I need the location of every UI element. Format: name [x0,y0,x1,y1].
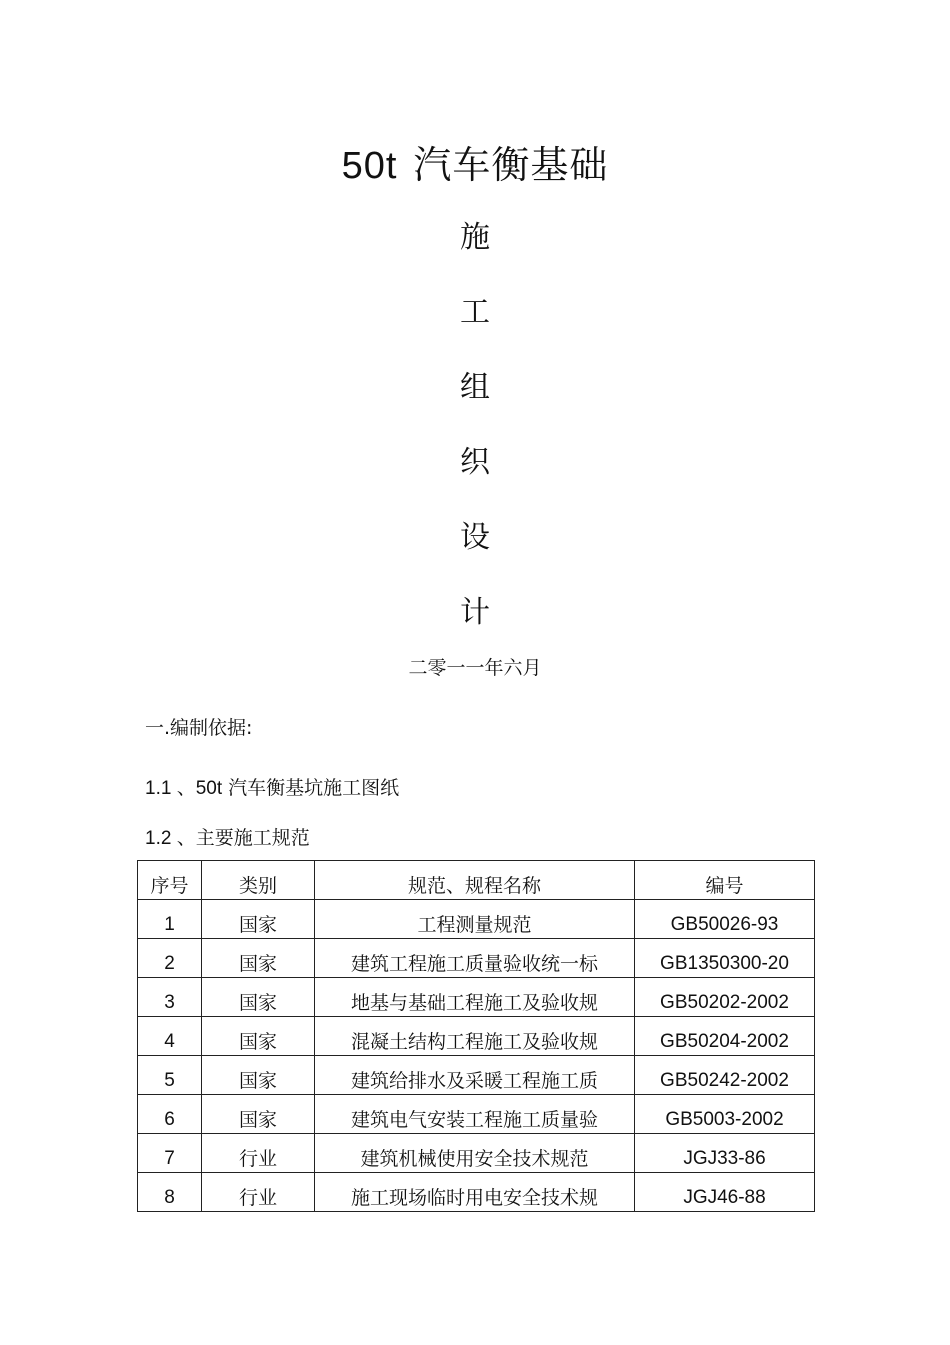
table-row [138,978,815,1017]
row-code: GB50026-93 [635,900,815,939]
row-name: 施工现场临时用电安全技术规 [315,1173,635,1212]
table-row [138,939,815,978]
header-index: 序号 [138,861,202,900]
basis-item-1-number: 1.1 、50t [145,778,223,799]
standards-table [137,860,815,1212]
row-name: 建筑电气安装工程施工质量验 [315,1095,635,1134]
row-category: 国家 [202,1095,315,1134]
row-code: GB50202-2002 [635,978,815,1017]
basis-item-1-text: 汽车衡基坑施工图纸 [228,777,400,799]
row-code: JGJ46-88 [635,1173,815,1212]
row-name: 工程测量规范 [315,900,635,939]
row-category: 国家 [202,900,315,939]
row-index: 6 [138,1095,202,1134]
subtitle-char-5: 设 [460,520,490,555]
subtitle-char-3: 组 [460,370,490,405]
document-title [0,140,950,191]
section-heading: 一.编制依据: [145,717,253,739]
row-category: 国家 [202,939,315,978]
row-name: 混凝土结构工程施工及验收规 [315,1017,635,1056]
row-name: 建筑给排水及采暖工程施工质 [315,1056,635,1095]
row-name: 地基与基础工程施工及验收规 [315,978,635,1017]
row-code: GB1350300-20 [635,939,815,978]
row-category: 国家 [202,978,315,1017]
row-category: 国家 [202,1056,315,1095]
row-index: 8 [138,1173,202,1212]
header-category: 类别 [202,861,315,900]
row-index: 2 [138,939,202,978]
basis-item-2-number: 1.2 、 [145,828,196,849]
subtitle-char-4: 织 [460,445,490,480]
row-name: 建筑机械使用安全技术规范 [315,1134,635,1173]
table-row [138,1173,815,1212]
basis-item-2 [145,825,310,852]
header-code: 编号 [635,861,815,900]
row-index: 7 [138,1134,202,1173]
row-index: 5 [138,1056,202,1095]
table-row [138,900,815,939]
row-code: GB5003-2002 [635,1095,815,1134]
row-category: 行业 [202,1173,315,1212]
title-capacity: 50t [341,145,398,187]
header-name: 规范、规程名称 [315,861,635,900]
row-category: 行业 [202,1134,315,1173]
table-row [138,1056,815,1095]
row-index: 1 [138,900,202,939]
subtitle-char-2: 工 [460,295,490,330]
document-date: 二零一一年六月 [408,657,542,679]
row-index: 4 [138,1017,202,1056]
row-category: 国家 [202,1017,315,1056]
subtitle-char-6: 计 [460,595,490,630]
subtitle-char-1: 施 [460,220,490,255]
basis-item-2-text: 主要施工规范 [195,827,310,849]
row-name: 建筑工程施工质量验收统一标 [315,939,635,978]
row-code: GB50242-2002 [635,1056,815,1095]
row-code: JGJ33-86 [635,1134,815,1173]
title-text: 汽车衡基础 [413,143,609,187]
basis-item-1 [145,775,399,802]
row-index: 3 [138,978,202,1017]
table-row [138,1017,815,1056]
table-header-row [138,861,815,900]
table-row [138,1134,815,1173]
row-code: GB50204-2002 [635,1017,815,1056]
table-row [138,1095,815,1134]
